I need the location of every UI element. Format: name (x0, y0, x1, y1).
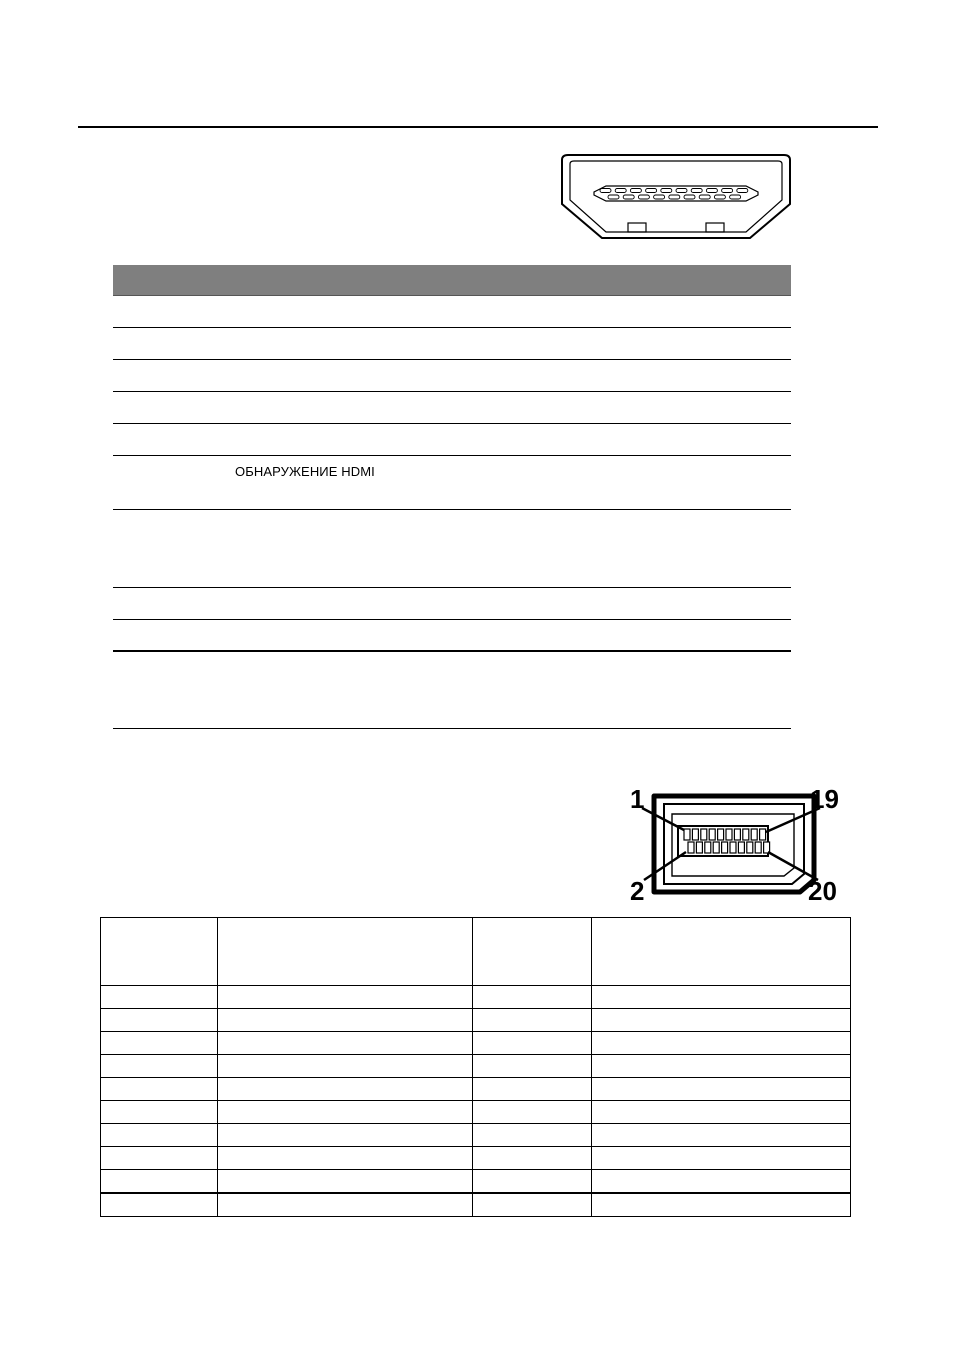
table-cell (218, 986, 473, 1009)
pin-contact (646, 189, 657, 193)
pin-contact (676, 189, 687, 193)
table-cell (218, 1124, 473, 1147)
table-row (101, 1124, 851, 1147)
table-cell (101, 1147, 218, 1170)
table-cell (592, 1055, 851, 1078)
pin-contact (699, 195, 710, 199)
pin-2-label: 2 (630, 876, 645, 906)
table-cell (101, 1078, 218, 1101)
table-row (101, 1147, 851, 1170)
pin-contact (737, 189, 748, 193)
pin-contact (615, 189, 626, 193)
pin-contact (608, 195, 619, 199)
table-cell (592, 1009, 851, 1032)
hdmi-connector-icon (558, 152, 794, 244)
pin-contact (714, 195, 725, 199)
pin-contact (751, 829, 757, 840)
pin-20-label: 20 (808, 876, 837, 906)
pin-contact (600, 189, 611, 193)
table-cell (101, 986, 218, 1009)
table-cell (101, 918, 218, 986)
table-cell (218, 1032, 473, 1055)
table-cell (473, 1193, 592, 1217)
table-row (101, 1170, 851, 1194)
pin-19-label: 19 (810, 784, 839, 814)
table-cell (473, 1009, 592, 1032)
table-cell (473, 1055, 592, 1078)
pin-contact (730, 195, 741, 199)
table-cell (218, 1101, 473, 1124)
table-cell (101, 1009, 218, 1032)
table-cell (592, 986, 851, 1009)
table-row (101, 1101, 851, 1124)
table-row (113, 588, 791, 620)
table-cell (218, 1193, 473, 1217)
pin-1-label: 1 (630, 784, 645, 814)
pin-contact (760, 829, 766, 840)
table-cell (592, 1147, 851, 1170)
table-cell (592, 1078, 851, 1101)
table-row (101, 1078, 851, 1101)
table-cell (218, 1147, 473, 1170)
pin-contact (755, 842, 761, 853)
table-row (113, 360, 791, 392)
pin-contact (696, 842, 702, 853)
pin-contact (718, 829, 724, 840)
pin-contact (722, 189, 733, 193)
table-cell (218, 1055, 473, 1078)
pin-contact (691, 189, 702, 193)
pin-contact (630, 189, 641, 193)
table-cell (473, 1078, 592, 1101)
pin-contact (734, 829, 740, 840)
table-cell (101, 1101, 218, 1124)
table-row (101, 1009, 851, 1032)
pin-contact (747, 842, 753, 853)
table-cell (592, 1124, 851, 1147)
hdmi-detect-label: ОБНАРУЖЕНИЕ HDMI (235, 464, 375, 479)
table-cell (218, 1009, 473, 1032)
displayport-pin-table (100, 917, 851, 1217)
table-cell (101, 1032, 218, 1055)
pin-contact (684, 829, 690, 840)
table-cell (473, 1170, 592, 1194)
table-row (113, 510, 791, 588)
table-cell (101, 1193, 218, 1217)
pin-contact (701, 829, 707, 840)
pin-contact (692, 829, 698, 840)
pin-contact (661, 189, 672, 193)
table-row (101, 986, 851, 1009)
hdmi-table-header (113, 265, 791, 296)
table-cell (101, 1170, 218, 1194)
table-row (101, 1032, 851, 1055)
table-cell (592, 1193, 851, 1217)
table-cell (473, 986, 592, 1009)
table-cell (592, 1170, 851, 1194)
pin-contact (669, 195, 680, 199)
table-row (101, 1193, 851, 1217)
table-cell (473, 1032, 592, 1055)
table-row (113, 424, 791, 456)
table-row (101, 1055, 851, 1078)
pin-contact (638, 195, 649, 199)
table-cell (101, 1055, 218, 1078)
table-row (113, 296, 791, 328)
pin-contact (722, 842, 728, 853)
pin-contact (623, 195, 634, 199)
pin-contact (705, 842, 711, 853)
table-cell (473, 918, 592, 986)
table-cell (592, 1101, 851, 1124)
table-row (113, 620, 791, 652)
table-row (113, 328, 791, 360)
table-cell (218, 918, 473, 986)
table-cell (218, 1170, 473, 1194)
pin-contact (654, 195, 665, 199)
pin-contact (726, 829, 732, 840)
pin-contact (684, 195, 695, 199)
table-cell (473, 1101, 592, 1124)
top-rule (78, 126, 878, 128)
table-cell (592, 918, 851, 986)
table-row (113, 392, 791, 424)
table-cell (592, 1032, 851, 1055)
table-row (113, 456, 791, 510)
table-cell (473, 1124, 592, 1147)
table-header-row (101, 918, 851, 986)
table-cell (218, 1078, 473, 1101)
pin-contact (730, 842, 736, 853)
pin-contact (709, 829, 715, 840)
pin-contact (688, 842, 694, 853)
table-cell (473, 1147, 592, 1170)
table-cell (101, 1124, 218, 1147)
pin-contact (706, 189, 717, 193)
pin-contact (738, 842, 744, 853)
displayport-connector-icon (628, 782, 844, 906)
hdmi-pin-table (113, 265, 791, 729)
pin-contact (743, 829, 749, 840)
table-row (113, 652, 791, 729)
pin-contact (713, 842, 719, 853)
